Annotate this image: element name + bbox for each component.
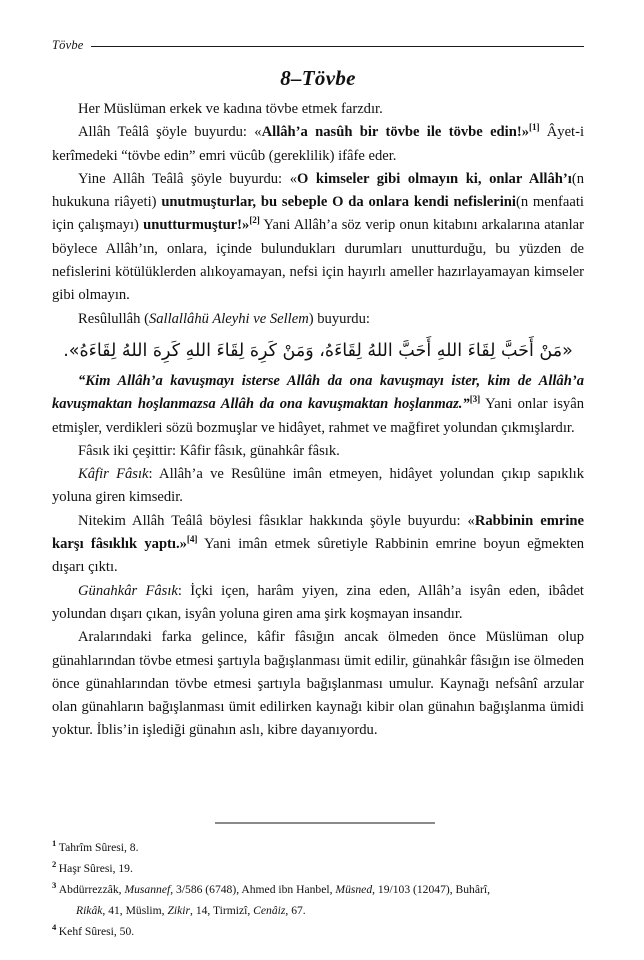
p3-gloss-2: (n menfaati için çalışmayı) bbox=[52, 194, 584, 234]
footnote-3-marker: 3 bbox=[52, 880, 57, 891]
paragraph-6-text: Fâsık iki çeşittir: Kâfir fâsık, günahkâr fâsık. bbox=[78, 442, 340, 459]
p2-lead: Allâh Teâlâ şöyle buyurdu: « bbox=[78, 124, 262, 141]
footnote-1-marker: 1 bbox=[52, 838, 57, 849]
p9-tail: : İçki içen, harâm yiyen, zina eden, Allâh’a isyân eden, ibâdet yolundan dışarı çıkan, isyân yoluna giren ama şirk koşmayan insandır. bbox=[52, 582, 584, 622]
p8-close-guillemet: » bbox=[179, 536, 187, 553]
footnote-3-line-2 bbox=[63, 901, 592, 922]
p2-close-guillemet: » bbox=[521, 124, 529, 141]
footnote-3-work-musannef: Musannef bbox=[124, 883, 171, 896]
paragraph-5 bbox=[52, 370, 584, 440]
footnote-3-work-musned: Müsned bbox=[335, 883, 373, 896]
paragraph-1 bbox=[52, 98, 584, 121]
p3-bold-1: O kimseler gibi olmayın ki, onlar Allâh’ı bbox=[297, 170, 572, 187]
footnote-3-work-zikir: Zikir bbox=[167, 903, 191, 917]
paragraph-8 bbox=[52, 510, 584, 580]
p8-lead: Nitekim Allâh Teâlâ böylesi fâsıklar hakkında şöyle buyurdu: « bbox=[78, 512, 475, 529]
p4-tail: ) buyurdu: bbox=[308, 310, 370, 327]
footnote-2 bbox=[52, 859, 592, 880]
footnote-3-part-c: , 19/103 (12047), Buhârî, bbox=[372, 883, 490, 896]
footnote-3-part-d: , 41, Müslim, bbox=[102, 903, 168, 917]
footnote-3 bbox=[52, 880, 592, 921]
paragraph-7 bbox=[52, 463, 584, 510]
running-header-title: Tövbe bbox=[52, 38, 84, 52]
p2-quran-quote: Allâh’a nasûh bir tövbe ile tövbe edin! bbox=[261, 124, 522, 141]
p8-tail: Yani imân etmek sûretiyle Rabbinin emrine boyun eğmekten dışarı çıktı. bbox=[52, 536, 584, 576]
footnote-3-part-b: , 3/586 (6748), Ahmed ibn Hanbel, bbox=[170, 883, 336, 896]
footnote-ref-2[interactable]: [2] bbox=[249, 215, 260, 226]
p9-term: Günahkâr Fâsık bbox=[78, 582, 178, 599]
footnote-2-marker: 2 bbox=[52, 859, 57, 870]
footnote-4-text: Kehf Sûresi, 50. bbox=[58, 924, 135, 938]
paragraph-3 bbox=[52, 168, 584, 308]
p7-term: Kâfir Fâsık bbox=[78, 466, 149, 483]
footnote-ref-4[interactable]: [4] bbox=[186, 534, 198, 545]
footnote-4 bbox=[52, 922, 592, 943]
running-header-rule bbox=[91, 46, 584, 47]
p4-salawat: Sallallâhü Aleyhi ve Sellem bbox=[148, 310, 309, 327]
footnote-ref-3[interactable]: [3] bbox=[469, 394, 481, 405]
footnote-2-text: Haşr Sûresi, 19. bbox=[58, 862, 133, 875]
paragraph-9 bbox=[52, 580, 584, 627]
footnote-3-part-e: , 14, Tirmizî, bbox=[190, 903, 254, 917]
paragraph-1-text: Her Müslüman erkek ve kadına tövbe etmek farzdır. bbox=[78, 101, 383, 117]
footnote-3-work-cenaiz: Cenâiz bbox=[253, 903, 286, 917]
p3-lead: Yine Allâh Teâlâ şöyle buyurdu: « bbox=[78, 170, 297, 187]
paragraph-2 bbox=[52, 121, 584, 168]
chapter-title: 8–Tövbe bbox=[280, 66, 356, 90]
body-column bbox=[52, 98, 584, 743]
footnotes-section bbox=[52, 838, 592, 943]
paragraph-10 bbox=[52, 626, 584, 742]
footnote-1-text: Tahrîm Sûresi, 8. bbox=[58, 841, 139, 854]
arabic-hadith-text: «مَنْ أَحَبَّ لِقَاءَ اللهِ أَحَبَّ اللهُ لِقَاءَهُ، وَمَنْ كَرِهَ لِقَاءَ اللهِ كَرِهَ اللهُ لِقَاءَهُ». bbox=[63, 340, 573, 361]
p3-close-guillemet: » bbox=[242, 217, 250, 234]
footnote-3-work-rikak: Rikâk bbox=[76, 903, 103, 917]
footnote-ref-1[interactable]: [1] bbox=[529, 122, 540, 133]
p7-tail: : Allâh’a ve Resûlüne imân etmeyen, hidâyet yolundan çıkıp sapıklık yoluna giren kimsedir. bbox=[52, 466, 584, 506]
footnote-4-marker: 4 bbox=[52, 921, 57, 932]
footnote-separator-rule bbox=[215, 822, 435, 824]
paragraph-10-text: Aralarındaki farka gelince, kâfir fâsığın ancak ölmeden önce Müslüman olup günahlarından tövbe etmesi şartıyla bağışlanması ümit edilir, günahkâr fâsığın ise ölmeden önce günahlarından tövbe etmesi şartıyla bağışlanması umulur. Kaynağı nefsânî arzular olan günahların bağışlanması ümit edilirken kaynağı kibir olan günahın bağışlanma ümidi yoktur. İblis’in işlediği günahın aslı, kibre dayanıyordu. bbox=[52, 629, 584, 739]
paragraph-4 bbox=[52, 308, 584, 331]
p5-tail: Yani onlar isyân etmişler, verdikleri sözü bozmuşlar ve hidâyet, rahmet ve mağfiret yolundan çıkmışlardır. bbox=[52, 396, 584, 436]
footnote-3-part-a: Abdürrezzâk, bbox=[58, 883, 125, 896]
p4-lead: Resûlullâh ( bbox=[78, 310, 149, 327]
p8-quran-quote: Rabbinin emrine karşı fâsıklık yaptı. bbox=[52, 512, 584, 553]
footnote-1 bbox=[52, 838, 592, 859]
paragraph-6 bbox=[52, 440, 584, 463]
p3-bold-2: unutmuşturlar, bu sebeple O da onlara kendi nefislerini bbox=[161, 194, 516, 211]
p3-bold-3: unutturmuştur! bbox=[143, 217, 243, 234]
p5-hadith-translation: “Kim Allâh’a kavuşmayı isterse Allâh da ona kavuşmayı ister, kim de Allâh’a kavuşmaktan hoşlanmazsa Allâh da ona kavuşmaktan hoşlanmaz.” bbox=[52, 372, 584, 413]
p3-gloss-1: (n hukukuna riâyeti) bbox=[52, 170, 584, 211]
running-header bbox=[52, 38, 584, 53]
p2-tail: Âyet-i kerîmedeki “tövbe edin” emri vücûb (gereklilik) ifâfe eder. bbox=[52, 124, 585, 164]
footnote-3-part-f: , 67. bbox=[285, 903, 306, 917]
p3-tail: Yani Allâh’a söz verip onun kitabını arkalarına atanlar böylece Allâh’ın, onlara, içinde bulundukları durumları unutturduğu, bu yüzden de nefislerini kötülüklerden alıkoyamayan, nefsi için hayırlı ameller hazırlayamayan kimseler gibi olmayın. bbox=[52, 217, 584, 304]
